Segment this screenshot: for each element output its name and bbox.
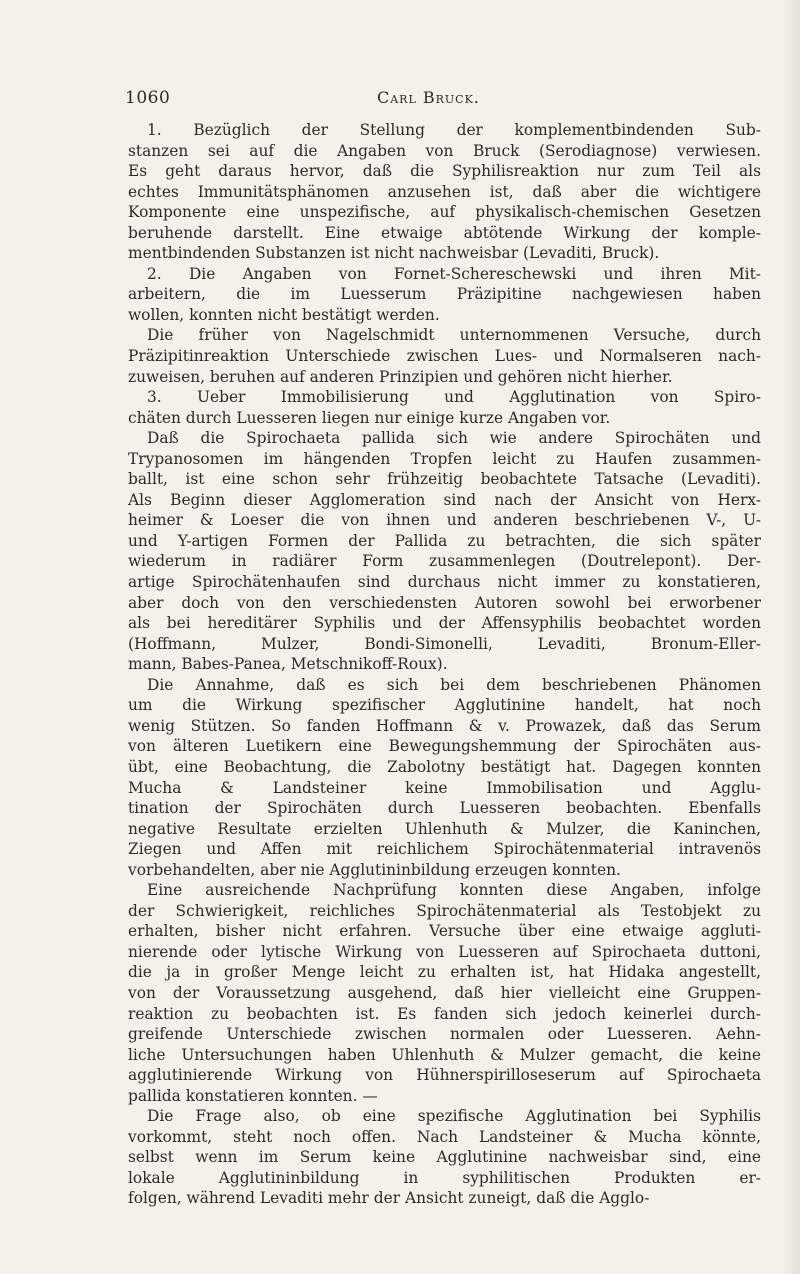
text-line: pallida konstatieren konnten. —	[128, 1086, 378, 1105]
text-line: um die Wirkung spezifischer Agglutinine handelt, hat noch	[128, 696, 761, 715]
running-title: Carl Bruck.	[377, 88, 480, 107]
text-line: chäten durch Luesseren liegen nur einige kurze Angaben vor.	[128, 408, 611, 427]
text-line: Eine ausreichende Nachprüfung konnten diese Angaben, infolge	[147, 881, 761, 900]
text-line: vorbehandelten, aber nie Agglutininbildung erzeugen konnten.	[128, 860, 621, 879]
text-line: stanzen sei auf die Angaben von Bruck (Serodiagnose) verwiesen.	[128, 141, 761, 160]
text-line: Die Annahme, daß es sich bei dem beschriebenen Phänomen	[147, 675, 761, 694]
text-line: Daß die Spirochaeta pallida sich wie andere Spirochäten und	[147, 429, 761, 448]
text-line: 3. Ueber Immobilisierung und Agglutination von Spiro-	[147, 388, 761, 407]
text-line: Mucha & Landsteiner keine Immobilisation und Agglu-	[128, 778, 761, 797]
text-line: Präzipitinreaktion Unterschiede zwischen Lues- und Normalseren nach-	[128, 347, 761, 366]
text-line: lokale Agglutininbildung in syphilitischen Produkten er-	[128, 1168, 761, 1187]
body-text	[128, 120, 761, 1209]
text-line: und Y-artigen Formen der Pallida zu betrachten, die sich später	[128, 531, 761, 550]
text-line: agglutinierende Wirkung von Hühnerspirilloseserum auf Spirochaeta	[128, 1066, 761, 1085]
text-line: echtes Immunitätsphänomen anzusehen ist, daß aber die wichtigere	[128, 182, 761, 201]
text-line: der Schwierigkeit, reichliches Spirochätenmaterial als Testobjekt zu	[128, 901, 761, 920]
text-line: vorkommt, steht noch offen. Nach Landsteiner & Mucha könnte,	[128, 1127, 761, 1146]
text-line: Als Beginn dieser Agglomeration sind nach der Ansicht von Herx-	[128, 490, 761, 509]
text-line: heimer & Loeser die von ihnen und anderen beschriebenen V-, U-	[128, 511, 761, 530]
text-line: Trypanosomen im hängenden Tropfen leicht zu Haufen zusammen-	[128, 449, 761, 468]
text-line: 2. Die Angaben von Fornet-Schereschewski und ihren Mit-	[147, 264, 761, 283]
text-line: aber doch von den verschiedensten Autoren sowohl bei erworbener	[128, 593, 761, 612]
text-line: Die Frage also, ob eine spezifische Agglutination bei Syphilis	[147, 1107, 761, 1126]
page-edge-shadow	[782, 0, 800, 1274]
text-line: erhalten, bisher nicht erfahren. Versuche über eine etwaige aggluti-	[128, 922, 761, 941]
text-line: wollen, konnten nicht bestätigt werden.	[128, 305, 440, 324]
text-line: Ziegen und Affen mit reichlichem Spirochätenmaterial intravenös	[128, 840, 761, 859]
text-line: (Hoffmann, Mulzer, Bondi-Simonelli, Levaditi, Bronum-Eller-	[128, 634, 761, 653]
text-line: zuweisen, beruhen auf anderen Prinzipien und gehören nicht hierher.	[128, 367, 673, 386]
text-line: von älteren Luetikern eine Bewegungshemmung der Spirochäten aus-	[128, 737, 761, 756]
page-header	[125, 88, 725, 114]
text-line: beruhende darstellt. Eine etwaige abtötende Wirkung der komple-	[128, 223, 761, 242]
text-line: selbst wenn im Serum keine Agglutinine nachweisbar sind, eine	[128, 1148, 761, 1167]
text-line: artige Spirochätenhaufen sind durchaus nicht immer zu konstatieren,	[128, 573, 761, 592]
text-line: nierende oder lytische Wirkung von Luesseren auf Spirochaeta duttoni,	[128, 942, 761, 961]
text-line: arbeitern, die im Luesserum Präzipitine nachgewiesen haben	[128, 285, 761, 304]
text-line: mann, Babes-Panea, Metschnikoff-Roux).	[128, 655, 448, 674]
text-line: ballt, ist eine schon sehr frühzeitig beobachtete Tatsache (Levaditi).	[128, 470, 761, 489]
text-line: liche Untersuchungen haben Uhlenhuth & Mulzer gemacht, die keine	[128, 1045, 761, 1064]
text-line: die ja in großer Menge leicht zu erhalten ist, hat Hidaka angestellt,	[128, 963, 761, 982]
text-line: als bei hereditärer Syphilis und der Affensyphilis beobachtet worden	[128, 614, 761, 633]
text-line: Die früher von Nagelschmidt unternommenen Versuche, durch	[147, 326, 761, 345]
text-line: 1. Bezüglich der Stellung der komplementbindenden Sub-	[147, 121, 761, 139]
text-line: mentbindenden Substanzen ist nicht nachweisbar (Levaditi, Bruck).	[128, 244, 660, 263]
text-line: negative Resultate erzielten Uhlenhuth & Mulzer, die Kaninchen,	[128, 819, 761, 838]
text-line: wenig Stützen. So fanden Hoffmann & v. Prowazek, daß das Serum	[128, 716, 761, 735]
text-line: tination der Spirochäten durch Luesseren beobachten. Ebenfalls	[128, 799, 761, 818]
text-line: Komponente eine unspezifische, auf physikalisch-chemischen Gesetzen	[128, 203, 761, 222]
text-line: von der Voraussetzung ausgehend, daß hier vielleicht eine Gruppen-	[128, 983, 761, 1002]
text-line: Es geht daraus hervor, daß die Syphilisreaktion nur zum Teil als	[128, 162, 761, 181]
text-line: greifende Unterschiede zwischen normalen oder Luesseren. Aehn-	[128, 1025, 761, 1044]
text-line: wiederum in radiärer Form zusammenlegen (Doutrelepont). Der-	[128, 552, 761, 571]
page-number: 1060	[125, 88, 171, 108]
text-line: übt, eine Beobachtung, die Zabolotny bestätigt hat. Dagegen konnten	[128, 757, 761, 776]
text-line: folgen, während Levaditi mehr der Ansicht zuneigt, daß die Agglo-	[128, 1189, 650, 1208]
text-line: reaktion zu beobachten ist. Es fanden sich jedoch keinerlei durch-	[128, 1004, 761, 1023]
